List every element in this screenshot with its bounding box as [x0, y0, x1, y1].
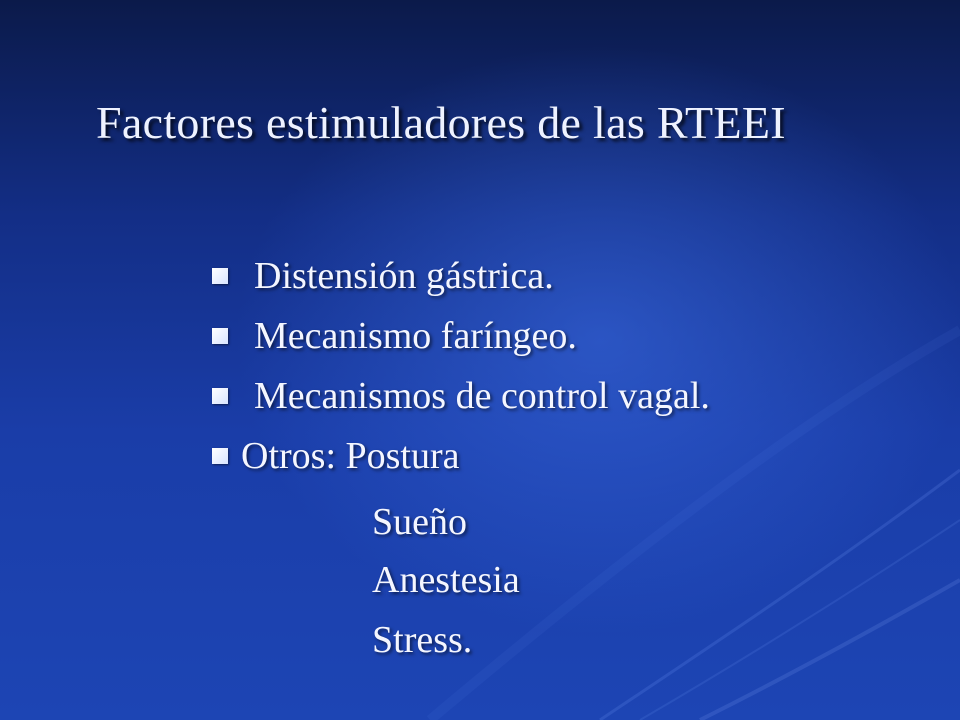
square-bullet-icon [212, 328, 228, 344]
square-bullet-icon [212, 268, 228, 284]
sub-item: Anestesia [372, 559, 520, 601]
bullet-item [212, 306, 710, 366]
square-bullet-icon [212, 388, 228, 404]
bullet-text: Mecanismo faríngeo. [254, 315, 577, 357]
sub-item: Sueño [372, 501, 467, 543]
bullet-list [212, 246, 710, 486]
bullet-text: Otros: Postura [241, 435, 460, 477]
bullet-item [212, 246, 710, 306]
bullet-item [212, 426, 710, 486]
sub-item: Stress. [372, 619, 473, 661]
square-bullet-icon [212, 448, 228, 464]
bullet-item [212, 366, 710, 426]
bullet-text: Mecanismos de control vagal. [254, 375, 710, 417]
slide-title: Factores estimuladores de las RTEEI [96, 97, 786, 148]
bullet-text: Distensión gástrica. [254, 255, 554, 297]
